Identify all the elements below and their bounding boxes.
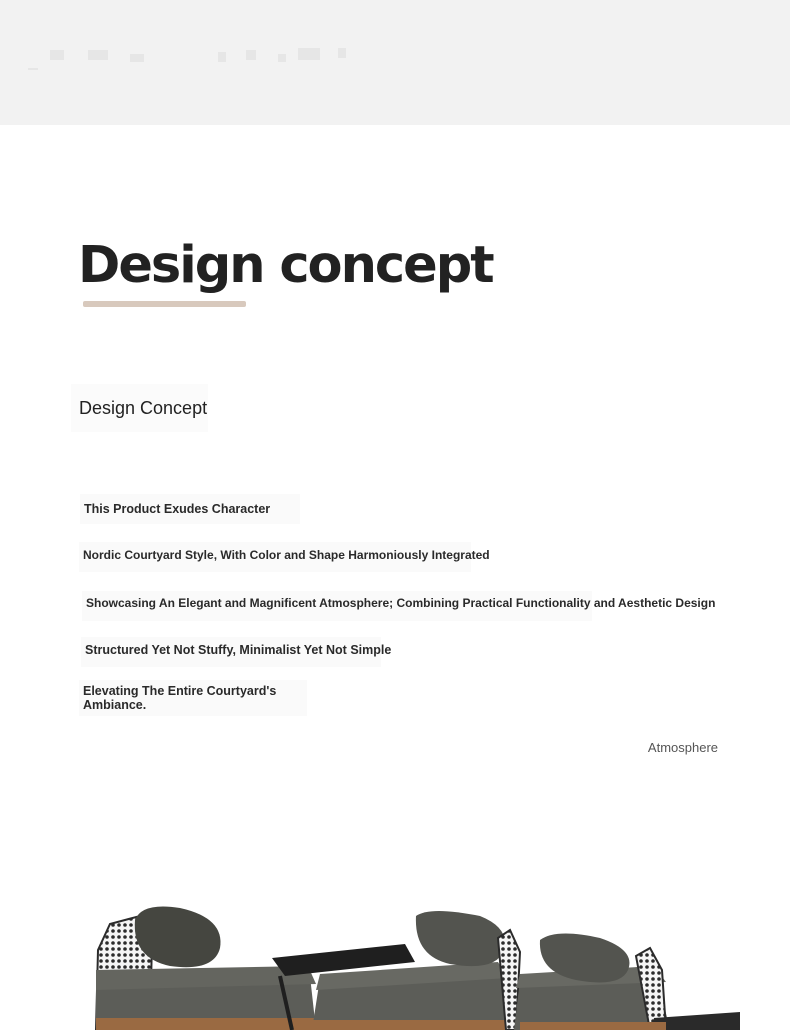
feature-line: Showcasing An Elegant and Magnificent Atmosphere; Combining Practical Functionality and Aesthetic Design xyxy=(82,591,592,621)
feature-line: Nordic Courtyard Style, With Color and Shape Harmoniously Integrated xyxy=(79,542,471,572)
page-title: Design concept xyxy=(78,236,493,295)
outdoor-sofa-illustration xyxy=(80,880,770,1030)
atmosphere-caption: Atmosphere xyxy=(647,740,718,755)
sofa-product-image xyxy=(80,880,770,1030)
heading-underline-accent xyxy=(83,301,246,307)
section-subtitle: Design Concept xyxy=(71,384,208,432)
faint-banner-marks xyxy=(22,44,362,72)
feature-line: Structured Yet Not Stuffy, Minimalist Yet Not Simple xyxy=(81,637,381,667)
feature-line: This Product Exudes Character xyxy=(80,494,300,524)
top-banner xyxy=(0,0,790,125)
design-concept-heading-block xyxy=(78,238,498,318)
feature-line-text: Elevating The Entire Courtyard's Ambiance. xyxy=(83,684,277,713)
feature-line xyxy=(79,680,307,716)
